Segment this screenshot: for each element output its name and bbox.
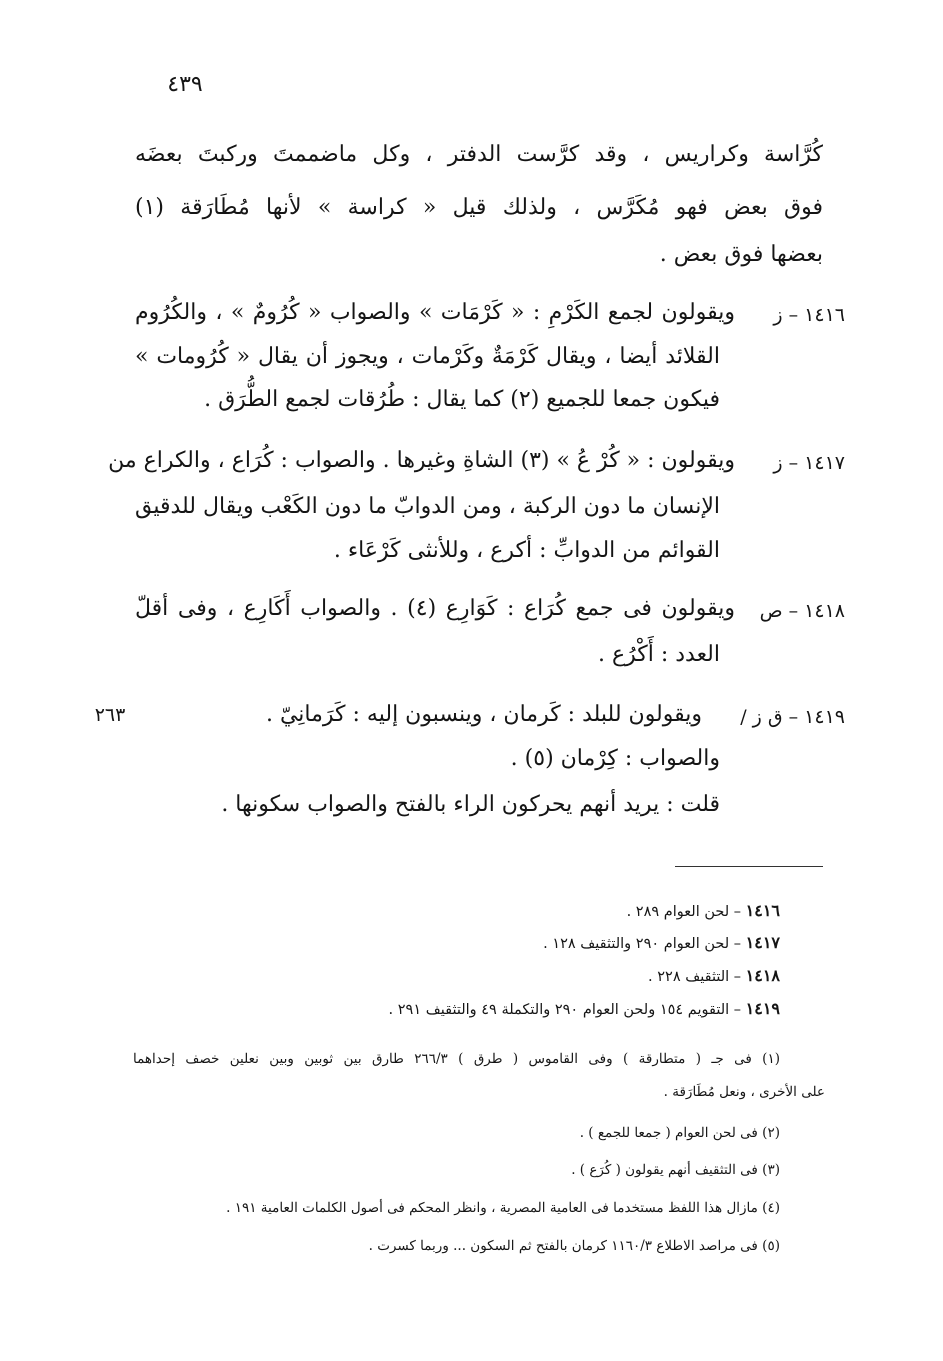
- text-line: والصواب : كِرْمان (٥) .: [510, 746, 720, 771]
- footnote: (١) فى جـ ( متطارقة ) وفى القاموس ( طرق ) ٢٦٦/٣ طارق بين ثوبين وبين نعلين خصف إحداهما: [133, 1051, 780, 1067]
- margin-page-number: ٢٦٣: [94, 704, 126, 726]
- source-number: ١٤١٧: [745, 933, 780, 952]
- source-number: ١٤١٨: [745, 966, 780, 985]
- entry-number: ١٤١٨ – ص: [759, 600, 845, 622]
- text-line: فوق بعض فهو مُكَرَّس ، ولذلك قيل « كراسة » لأنها مُطَارَقة (١): [135, 195, 823, 220]
- text-line: الإنسان ما دون الركبة ، ومن الدوابّ ما دون الكَعْب ويقال للدقيق: [134, 494, 720, 519]
- source-number: ١٤١٦: [745, 901, 780, 920]
- text-line: قلت : يريد أنهم يحركون الراء بالفتح والصواب سكونها .: [221, 792, 720, 817]
- entry-number: ١٤١٩ – ق ز /: [740, 706, 845, 728]
- footnote: (٤) مازال هذا اللفظ مستخدما فى العامية المصرية ، وانظر المحكم فى أصول الكلمات العامية ١٩١ .: [226, 1200, 780, 1216]
- entry-number: ١٤١٧ – ز: [773, 452, 845, 474]
- source-line: [300, 900, 780, 923]
- source-text: – لحن العوام ٢٩٠ والتثقيف ١٢٨ .: [543, 936, 742, 952]
- footnote: (٥) فى مراصد الاطلاع ١١٦٠/٣ كرمان بالفتح ثم السكون ... وربما كسرت .: [368, 1238, 780, 1254]
- footnote: (٢) فى لحن العوام ( جمعا للجمع ) .: [579, 1125, 780, 1141]
- text-line: القلائد أيضا ، ويقال كَرْمَةٌ وكَرْمات ، ويجوز أن يقال « كُرُومات »: [135, 344, 720, 369]
- source-number: ١٤١٩: [745, 999, 780, 1018]
- text-line: ويقولون : « كُرْ عُ » (٣) الشاةِ وغيرها . والصواب : كُرَاع ، والكراع من: [108, 448, 735, 473]
- source-line: [300, 965, 780, 988]
- text-line: كُرَّاسة وكراريس ، وقد كرَّست الدفتر ، وكل ماضممتَ وركبتَ بعضَه: [135, 142, 823, 167]
- page-number: ٤٣٩: [167, 72, 203, 97]
- source-text: – التقويم ١٥٤ ولحن العوام ٢٩٠ والتكملة ٤٩ والتثقيف ٢٩١ .: [388, 1002, 742, 1018]
- source-text: – لحن العوام ٢٨٩ .: [626, 904, 742, 920]
- text-line: بعضها فوق بعض .: [659, 242, 823, 267]
- text-line: القوائم من الدوابِّ : أكرع ، وللأنثى كَرْعَاء .: [333, 538, 720, 563]
- footnote: على الأخرى ، ونعل مُطَارَقة .: [663, 1084, 825, 1100]
- text-line: العدد : أَكْرُع .: [597, 642, 720, 667]
- entry-number: ١٤١٦ – ز: [773, 304, 845, 326]
- source-text: – التثقيف ٢٢٨ .: [648, 969, 742, 985]
- footnote-divider: [675, 866, 823, 867]
- source-line: [200, 998, 780, 1021]
- text-line: فيكون جمعا للجميع (٢) كما يقال : طُرُقات لجمع الطُّرَق .: [204, 387, 720, 412]
- text-line: ويقولون فى جمع كُرَاع : كَوَارِع (٤) . والصواب أَكَارِع ، وفى أقلّ: [135, 596, 735, 621]
- source-line: [300, 932, 780, 955]
- text-line: ويقولون لجمع الكَرْمِ : « كَرْمَات » والصواب « كُرُومٌ » ، والكُرُوم: [135, 300, 735, 325]
- text-line: ويقولون للبلد : كَرمان ، وينسبون إليه : كَرَمانِيّ .: [265, 702, 702, 727]
- footnote: (٣) فى التثقيف أنهم يقولون ( كُرَع ) .: [571, 1162, 780, 1178]
